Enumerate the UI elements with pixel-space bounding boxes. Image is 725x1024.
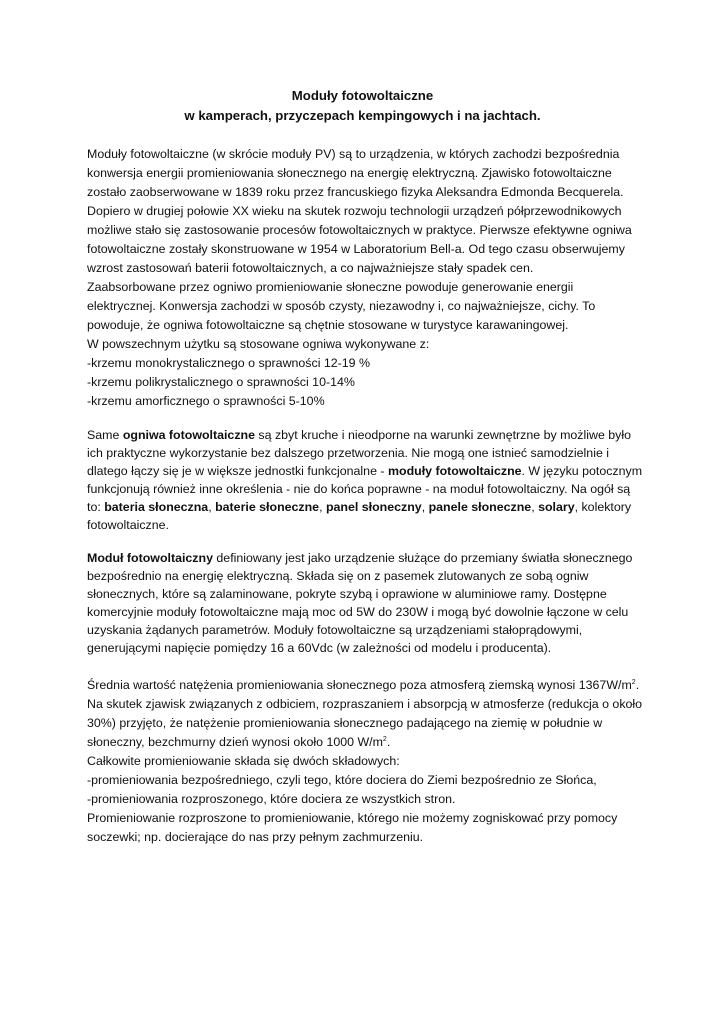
bold-term: panel słoneczny <box>325 500 422 514</box>
bold-term: moduły fotowoltaiczne <box>387 464 522 478</box>
list-item: -promieniowania rozproszonego, które dociera ze wszystkich stron. <box>87 792 456 806</box>
list-item: -krzemu amorficznego o sprawności 5-10% <box>87 394 325 408</box>
bold-term: ogniwa fotowoltaiczne <box>122 428 255 442</box>
text-line <box>87 426 631 444</box>
page-title <box>0 86 725 126</box>
text-line: ich praktyczne wykorzystanie bez dalszego przetworzenia. Nie mogą one istnieć samodzielnie i <box>87 446 610 460</box>
text-line: fotowoltaiczne zostały skonstruowane w 1954 w Laboratorium Bell-a. Od tego czasu obserwujemy <box>87 242 625 256</box>
text-line <box>87 498 631 516</box>
superscript: 2 <box>631 679 636 686</box>
text-span: , <box>421 500 429 514</box>
text-span: , <box>319 500 326 514</box>
text-span: definiowany jest jako urządzenie służące do przemiany światła słonecznego <box>212 551 633 565</box>
text-span: , <box>531 500 539 514</box>
text-line: Dopiero w drugiej połowie XX wieku na skutek rozwoju technologii urządzeń półprzewodnikowych <box>87 204 622 218</box>
text-line <box>87 462 642 480</box>
text-span: to: <box>87 500 105 514</box>
text-line <box>87 733 390 751</box>
text-line: elektrycznej. Konwersja zachodzi w sposób czysty, niezawodny i, co najważniejsze, cichy. To <box>87 299 596 313</box>
text-line: Moduły fotowoltaiczne (w skrócie moduły PV) są to urządzenia, w których zachodzi bezpośrednia <box>87 147 620 161</box>
text-line: zostało zaobserwowane w 1839 roku przez francuskiego fizyka Aleksandra Edmonda Becquerela. <box>87 185 624 199</box>
list-item: -krzemu polikrystalicznego o sprawności 10-14% <box>87 375 355 389</box>
text-line: możliwe stało się zastosowanie procesów fotowoltaicznych w praktyce. Pierwsze efektywne ogniwa <box>87 223 632 237</box>
text-span: są zbyt kruche i nieodporne na warunki zewnętrzne by możliwe było <box>254 428 632 442</box>
text-span: . <box>386 735 391 749</box>
text-line: powoduje, że ogniwa fotowoltaiczne są chętnie stosowane w turystyce karawaningowej. <box>87 318 569 332</box>
bold-term: panele słoneczne <box>428 500 532 514</box>
text-span: , <box>208 500 216 514</box>
text-line: fotowoltaiczne. <box>87 518 169 532</box>
title-line-1: Moduły fotowoltaiczne <box>291 88 434 103</box>
text-line <box>87 549 632 567</box>
text-line: funkcjonują również inne określenia - nie do końca poprawne - na moduł fotowoltaiczny. Na ogół są <box>87 482 631 496</box>
text-line: Całkowite promieniowanie składa się dwóch składowych: <box>87 754 400 768</box>
text-line: Zaabsorbowane przez ogniwo promieniowanie słoneczne powoduje generowanie energii <box>87 280 574 294</box>
list-item: -krzemu monokrystalicznego o sprawności 12-19 % <box>87 356 371 370</box>
text-line: soczewki; np. docierające do nas przy pełnym zachmurzeniu. <box>87 830 424 844</box>
list-item: -promieniowania bezpośredniego, czyli tego, które dociera do Ziemi bezpośrednio ze Słońca, <box>87 773 597 787</box>
text-span: dlatego łączy się je w większe jednostki funkcjonalne - <box>87 464 388 478</box>
text-line: generującymi napięcie pomiędzy 16 a 60Vdc (w zależności od modelu i producenta). <box>87 641 552 655</box>
text-span: Średnia wartość natężenia promieniowania słonecznego poza atmosferą ziemską wynosi 1367W/m <box>87 678 632 692</box>
bold-term: baterie słoneczne <box>215 500 320 514</box>
text-line: konwersja energii promieniowania słonecznego na energię elektryczną. Zjawisko fotowoltaiczne <box>87 166 612 180</box>
text-span: Same <box>87 428 123 442</box>
text-span: słoneczny, bezchmurny dzień wynosi około 1000 W/m <box>87 735 383 749</box>
text-line: W powszechnym użytku są stosowane ogniwa wykonywane z: <box>87 337 430 351</box>
text-span: , kolektory <box>574 500 632 514</box>
bold-term: bateria słoneczna <box>104 500 209 514</box>
superscript: 2 <box>382 736 387 743</box>
text-line: słonecznych, które są zalaminowane, pokryte szybą i oprawione w aluminiowe ramy. Dostępne <box>87 587 607 601</box>
text-span: . <box>635 678 640 692</box>
text-line: bezpośrednio na energię elektryczną. Składa się on z pasemek zlutowanych ze sobą ogniw <box>87 569 589 583</box>
text-line: uzyskania żądanych parametrów. Moduły fotowoltaiczne są urządzeniami stałoprądowymi, <box>87 623 583 637</box>
bold-term: solary <box>538 500 575 514</box>
text-span: . W języku potocznym <box>521 464 643 478</box>
text-line: komercyjnie moduły fotowoltaiczne mają moc od 5W do 230W i mogą być dowolnie łączone w celu <box>87 605 629 619</box>
text-line <box>87 676 639 694</box>
text-line: Promieniowanie rozproszone to promieniowanie, którego nie możemy zogniskować przy pomocy <box>87 811 618 825</box>
text-line: wzrost zastosowań baterii fotowoltaicznych, a co najważniejsze stały spadek cen. <box>87 261 534 275</box>
text-line: 30%) przyjęto, że natężenie promieniowania słonecznego padającego na ziemię w południe w <box>87 716 603 730</box>
bold-term: Moduł fotowoltaiczny <box>87 551 213 565</box>
title-line-2: w kamperach, przyczepach kempingowych i na jachtach. <box>184 108 541 123</box>
text-line: Na skutek zjawisk związanych z odbiciem, rozpraszaniem i absorpcją w atmosferze (redukcja o około <box>87 697 643 711</box>
